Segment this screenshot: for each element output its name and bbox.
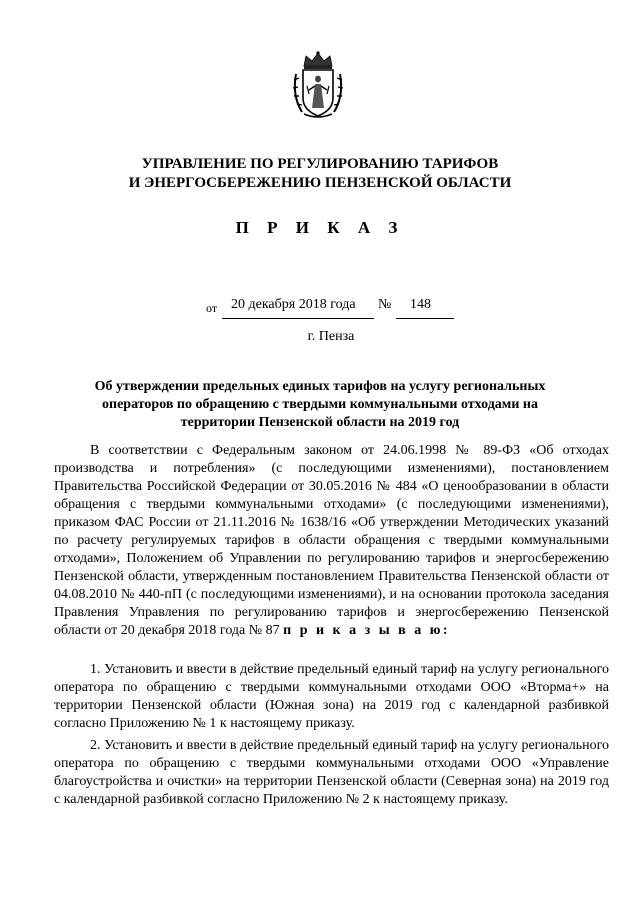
coat-of-arms-icon (290, 50, 346, 120)
preamble-text: В соответствии с Федеральным законом от 24.06.1998 № 89-ФЗ «Об отходах производства и потребления» (с последующими изменениями), постановлением Правительства Российской Федерации от 30.05.2016 № 484 «О ценообразовании в области обращения с твердыми коммунальными отходами» (с последующими изменениями), приказом ФАС России от 21.11.2016 № 1638/16 «Об утверждении Методических указаний по расчету регулируемых тарифов в области обращения с твердыми коммунальными отходами», Положением об Управлении по регулированию тарифов и энергосбережению Пензенской области, утвержденным постановлением Правительства Пензенской области от 04.08.2010 № 440-пП (с последующими изменениями), и на основании протокола заседания Правления Управления по регулированию тарифов и энергосбережению Пензенской области от 20 декабря 2018 года № 87 (54, 443, 609, 638)
organization-name-line1: УПРАВЛЕНИЕ ПО РЕГУЛИРОВАНИЮ ТАРИФОВ (141, 156, 499, 172)
number-sign-label: № (378, 297, 392, 312)
order-subject-heading: Об утверждении предельных единых тарифов на услугу региональных операторов по обращению с твердыми коммунальными отходами на территории Пензенской области на 2019 год (94, 379, 546, 430)
date-underline (222, 318, 374, 319)
organization-name-line2: И ЭНЕРГОСБЕРЕЖЕНИЮ ПЕНЗЕНСКОЙ ОБЛАСТИ (128, 175, 512, 191)
order-item-2: 2. Установить и ввести в действие предельный единый тариф на услугу регионального оператора по обращению с твердыми коммунальными отходами ООО «Управление благоустройства и очистки» на территории Пензенской области (Северная зона) на 2019 год с календарной разбивкой согласно Приложению № 2 к настоящему приказу. (54, 738, 609, 807)
city-label: г. Пенза (307, 329, 355, 344)
order-item-1: 1. Установить и ввести в действие предельный единый тариф на услугу регионального оператора по обращению с твердыми коммунальными отходами ООО «Вторма+» на территории Пензенской области (Южная зона) на 2019 год с календарной разбивкой согласно Приложению № 1 к настоящему приказу. (54, 662, 609, 731)
date-prefix-label: от (206, 301, 218, 315)
preamble-paragraph (54, 442, 609, 640)
number-underline (396, 318, 454, 319)
document-type-title: П Р И К А З (235, 218, 405, 237)
order-number: 148 (410, 297, 431, 312)
order-date: 20 декабря 2018 года (231, 297, 356, 312)
prikazyvayu-keyword: п р и к а з ы в а ю: (283, 623, 451, 638)
